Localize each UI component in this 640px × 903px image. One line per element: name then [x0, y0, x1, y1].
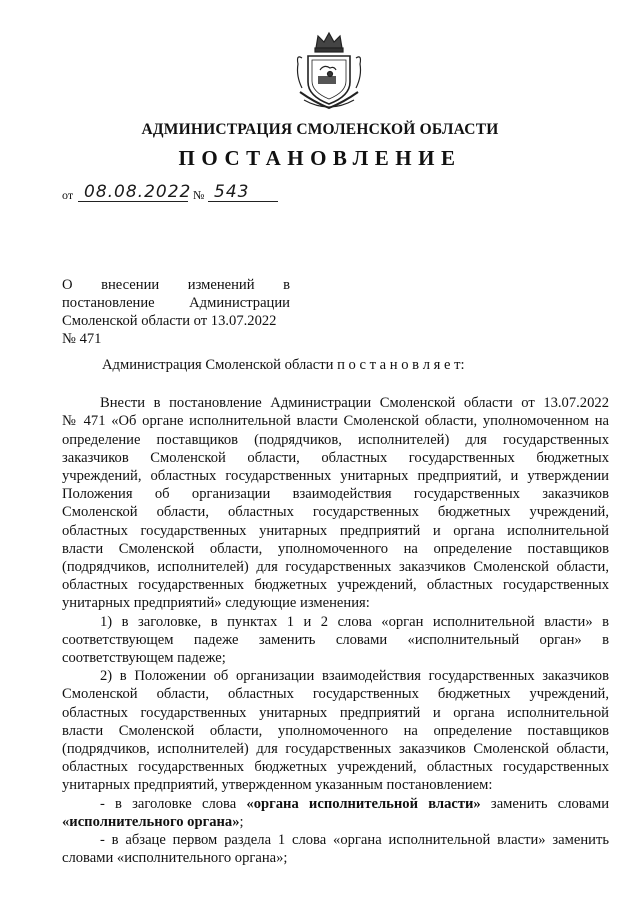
document-body [62, 356, 609, 867]
main-paragraph [62, 394, 609, 612]
text-line: определение поставщиков (подрядчиков, исполнителей) для государственных [62, 431, 609, 448]
bullet-text: ; [239, 813, 244, 830]
date-prefix: от [62, 188, 74, 202]
subject-line: № 471 [62, 331, 102, 347]
text-line: 2) в Положении об организации взаимодействия государственных заказчиков [100, 668, 609, 685]
list-item-1 [62, 613, 609, 668]
list-item-2 [62, 667, 609, 794]
text-line: унитарных предприятий, утвержденном указанным постановлением: [62, 777, 493, 794]
text-line: (подрядчиков, исполнителей) для государственных заказчиков Смоленской области, [62, 741, 609, 758]
bullet-item-2 [62, 831, 609, 867]
subject-line: Смоленской области от 13.07.2022 [62, 313, 277, 329]
text-line: (подрядчиков, исполнителей) для государственных заказчиков Смоленской области, [62, 559, 609, 576]
text-line: заказчиков Смоленской области, областных государственных бюджетных [62, 449, 609, 466]
resolve-line: Администрация Смоленской области п о с т а н о в л я е т: [102, 357, 465, 373]
bullet-text: - в заголовке слова [100, 795, 247, 812]
handwritten-number: 543 [214, 182, 250, 202]
text-line: областных государственных унитарных предприятий и органа исполнительной [62, 522, 609, 539]
text-line [62, 813, 609, 831]
text-line: областных государственных унитарных предприятий и органа исполнительной [62, 704, 609, 721]
bold-phrase: «исполнительного органа» [62, 813, 240, 830]
text-line: областных государственных бюджетных учреждений, областных государственных [62, 759, 609, 776]
bullet-text: заменить словами [480, 795, 610, 812]
text-line: Смоленской области, областных государственных бюджетных учреждений, [62, 686, 609, 703]
text-line: словами «исполнительного органа»; [62, 850, 288, 867]
number-prefix: № [193, 188, 205, 202]
handwritten-date: 08.08.2022 [84, 182, 192, 202]
organization-title: АДМИНИСТРАЦИЯ СМОЛЕНСКОЙ ОБЛАСТИ [141, 121, 499, 138]
document-type-title: ПОСТАНОВЛЕНИЕ [178, 146, 462, 170]
text-line: Смоленской области, областных государственных бюджетных учреждений, [62, 504, 609, 521]
text-line: областных государственных бюджетных учреждений, областных государственных [62, 577, 609, 594]
text-line: соответствующем падеже заменить словами «исполнительный орган» в [62, 631, 609, 648]
document-subject [62, 276, 290, 348]
subject-line: О внесении изменений в [62, 277, 290, 293]
text-line: власти Смоленской области, уполномоченного на определение поставщиков [62, 540, 609, 557]
text-line: учреждений, областных государственных унитарных предприятий, и утверждении [62, 468, 609, 485]
text-line [62, 795, 609, 813]
date-number-line [62, 184, 302, 206]
text-line: власти Смоленской области, уполномоченного на определение поставщиков [62, 722, 609, 739]
text-line: 1) в заголовке, в пунктах 1 и 2 слова «орган исполнительной власти» в [100, 613, 609, 630]
coat-of-arms-emblem [294, 30, 364, 112]
text-line: - в абзаце первом раздела 1 слова «органа исполнительной власти» заменить [100, 832, 609, 849]
text-line: соответствующем падеже; [62, 650, 226, 667]
bullet-item-1 [62, 795, 609, 831]
text-line: Положения об организации взаимодействия государственных заказчиков [62, 486, 609, 503]
subject-line: постановление Администрации [62, 295, 290, 311]
bold-phrase: «органа исполнительной власти» [246, 795, 481, 812]
text-line: Внести в постановление Администрации Смоленской области от 13.07.2022 [100, 395, 609, 412]
text-line: унитарных предприятий» следующие изменения: [62, 595, 370, 612]
text-line: № 471 «Об органе исполнительной власти Смоленской области, уполномоченном на [62, 413, 609, 430]
